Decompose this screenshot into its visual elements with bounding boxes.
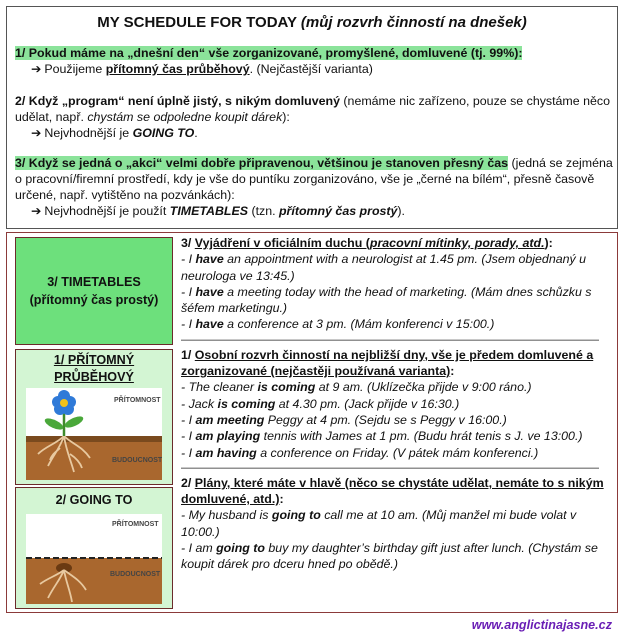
- section-1: [15, 45, 613, 77]
- example-line: - I have a conference at 3 pm. (Mám konferenci v 15:00.): [181, 317, 495, 332]
- present-continuous-heading: 1/ Osobní rozvrh činností na nejbližší dny, vše je předem domluvené a zorganizované (nejčastěji používaná varianta):: [181, 347, 594, 379]
- examples-panel: [6, 232, 618, 613]
- timetables-box: 3/ TIMETABLES (přítomný čas prostý): [15, 237, 173, 345]
- label-future: BUDOUCNOST: [110, 571, 161, 578]
- example-line: - I am meeting Peggy at 4 pm. (Sejdu se s Peggy v 16:00.): [181, 412, 507, 427]
- going-to-heading: 2/ Plány, které máte v hlavě (něco se chystáte udělat, nemáte to s nikým domluvené, atd.):: [181, 475, 604, 507]
- label-future: BUDOUCNOST: [112, 457, 162, 464]
- example-line: - The cleaner is coming at 9 am. (Uklízečka přijde v 9:00 ráno.): [181, 380, 532, 395]
- example-line: - My husband is going to call me at 10 am. (Můj manžel mi bude volat v 10:00.): [181, 508, 577, 539]
- website-link[interactable]: www.anglictinajasne.cz: [471, 618, 612, 632]
- label-present: PŘÍTOMNOST: [114, 397, 161, 404]
- section-3: 3/ Když se jedná o „akci“ velmi dobře připravenou, většinou je stanoven přesný čas (jedná se zejména o pracovní/firemní prostředí, kdy je vše do puntíku zorganizováno, vše je „černé na bílém“, přesně časově určené, např. vytištěno na pozvánkách): ➔ Nejvhodnější je použít TIMETABLES (tzn. přítomný čas prostý).: [15, 156, 613, 218]
- intro-panel: [6, 6, 618, 229]
- label-present: PŘÍTOMNOST: [112, 521, 159, 528]
- arrow-right-icon: ➔: [31, 126, 42, 140]
- arrow-right-icon: ➔: [31, 62, 42, 76]
- arrow-right-icon: ➔: [31, 204, 42, 218]
- present-continuous-box: 1/ PŘÍTOMNÝ PRŮBĚHOVÝ PŘÍTOMNOST BUDOUCNOST: [15, 349, 173, 485]
- page-title: MY SCHEDULE FOR TODAY (můj rozvrh činností na dnešek): [97, 14, 527, 31]
- section-1-arrow-line: ➔ Použijeme přítomný čas průběhový. (Nejčastější varianta): [31, 62, 373, 76]
- left-column: [11, 233, 177, 612]
- example-line: - Jack is coming at 4.30 pm. (Jack přijde v 16:30.): [181, 396, 460, 411]
- example-line: - I have a meeting today with the head of marketing. (Mám dnes schůzku s šéfem marketingu.): [181, 284, 592, 316]
- example-line: - I am having a conference on Friday. (V pátek mám konferenci.): [181, 445, 539, 460]
- section-2: 2/ Když „program“ není úplně jistý, s nikým domluvený (nemáme nic zařízeno, pouze se chystáme něco udělat, např. chystám se odpoledne koupit dárek): ➔ Nejvhodnější je GOING TO.: [15, 93, 613, 141]
- timetables-heading: 3/ Vyjádření v oficiálním duchu (pracovní mítinky, porady, atd.):: [181, 236, 553, 250]
- separator-line: ——————————————————————————————————————: [181, 461, 599, 474]
- section-3-arrow-line: ➔ Nejvhodnější je použít TIMETABLES (tzn. přítomný čas prostý).: [31, 204, 405, 218]
- separator-line: ——————————————————————————————————————: [181, 333, 599, 346]
- going-to-box: 2/ GOING TO PŘÍTOMNOST BUDOUCNOST: [15, 487, 173, 609]
- example-line: - I am playing tennis with James at 1 pm. (Budu hrát tenis s J. ve 13:00.): [181, 429, 583, 444]
- section-2-arrow-line: ➔ Nejvhodnější je GOING TO.: [31, 126, 198, 140]
- right-column: [181, 235, 613, 573]
- flower-growth-illustration: [26, 388, 162, 480]
- seed-growth-illustration: [26, 514, 162, 604]
- example-line: - I am going to buy my daughter’s birthday gift just after lunch. (Chystám se koupit dárek pro dceru hned po obědě.): [181, 541, 598, 572]
- example-line: - I have an appointment with a neurologist at 1.45 pm. (Jsem objednaný u neurologa ve 13:45.): [181, 252, 587, 283]
- section-3-heading: 3/ Když se jedná o „akci“ velmi dobře připravenou, většinou je stanoven přesný čas: [15, 156, 509, 170]
- section-1-heading: 1/ Pokud máme na „dnešní den“ vše zorganizované, promyšlené, domluvené (tj. 99%):: [15, 46, 523, 60]
- section-2-heading: 2/ Když „program“ není úplně jistý, s nikým domluvený: [15, 94, 340, 108]
